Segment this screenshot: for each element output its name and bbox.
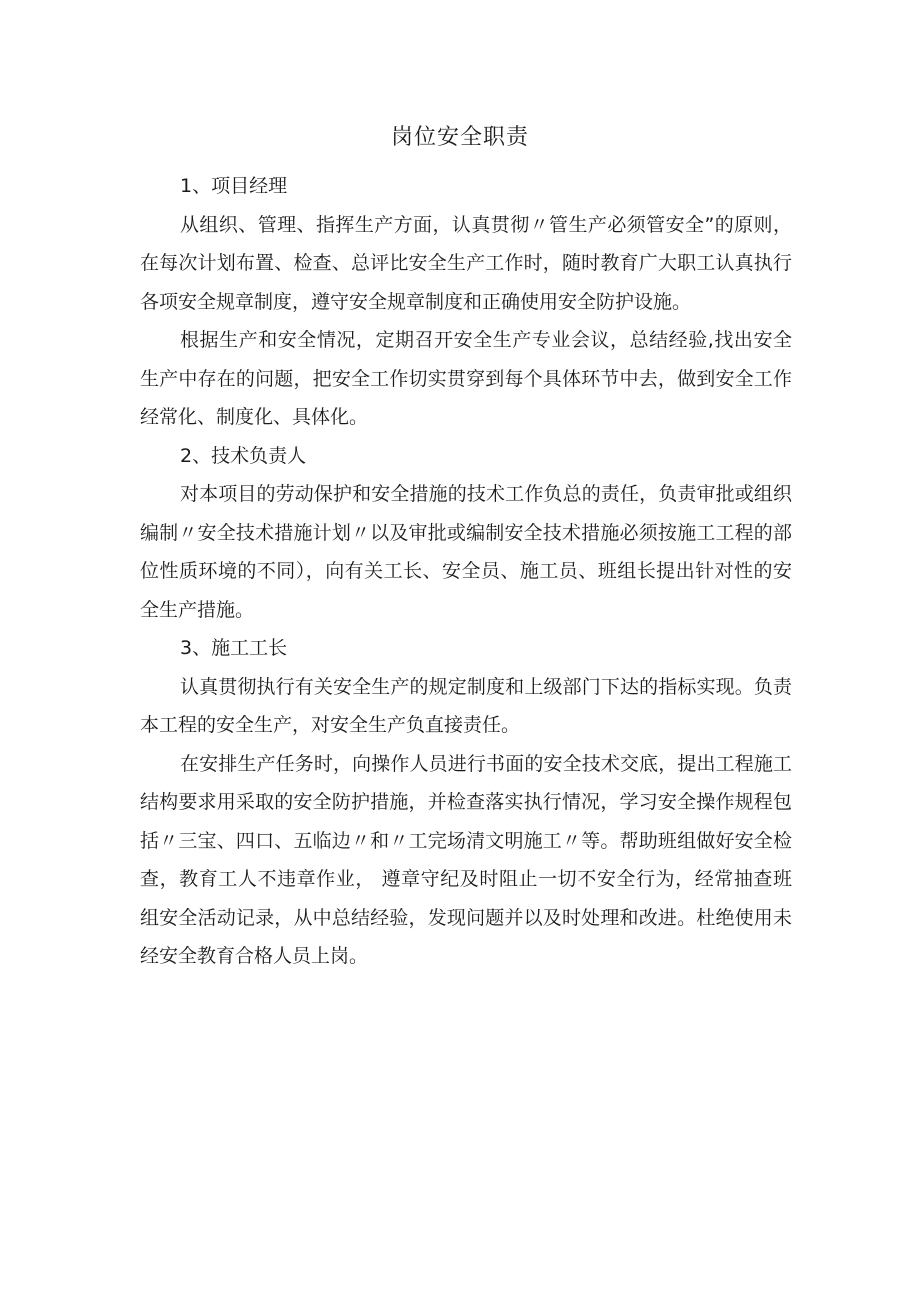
page-title: 岗位安全职责 <box>390 125 529 150</box>
paragraph: 根据生产和安全情况，定期召开安全生产专业会议，总结经验,找出安全生产中存在的问题，把安全工作切实贯穿到每个具体环节中去，做到安全工作经常化、制度化、具体化。 <box>140 329 792 428</box>
section-project-manager <box>140 167 792 437</box>
paragraph: 在安排生产任务时，向操作人员进行书面的安全技术交底，提出工程施工结构要求用采取的安全防护措施，并检查落实执行情况，学习安全操作规程包括〃三宝、四口、五临边〃和〃工完场清文明施工〃等。帮助班组做好安全检查，教育工人不违章作业， 遵章守纪及时阻止一切不安全行为，经常抽查班组安全活动记录，从中总结经验，发现问题并以及时处理和改进。杜绝使用未经安全教育合格人员上岗。 <box>140 752 792 967</box>
paragraph: 从组织、管理、指挥生产方面，认真贯彻〃管生产必须管安全”的原则，在每次计划布置、检查、总评比安全生产工作时，随时教育广大职工认真执行各项安全规章制度，遵守安全规章制度和正确使用安全防护设施。 <box>140 213 792 313</box>
paragraph: 对本项目的劳动保护和安全措施的技术工作负总的责任，负责审批或组织编制〃安全技术措施计划〃以及审批或编制安全技术措施必须按施工工程的部位性质环境的不同），向有关工长、安全员、施工员、班组长提出针对性的安全生产措施。 <box>140 483 792 621</box>
section-technical-lead <box>140 437 792 630</box>
document-body <box>140 167 792 976</box>
paragraph: 认真贯彻执行有关安全生产的规定制度和上级部门下达的指标实现。负责本工程的安全生产，对安全生产负直接责任。 <box>140 675 792 736</box>
section-heading: 1、项目经理 <box>180 175 288 197</box>
section-heading: 2、技术负责人 <box>180 444 307 467</box>
section-construction-foreman <box>140 629 792 976</box>
section-heading: 3、施工工长 <box>180 637 288 659</box>
